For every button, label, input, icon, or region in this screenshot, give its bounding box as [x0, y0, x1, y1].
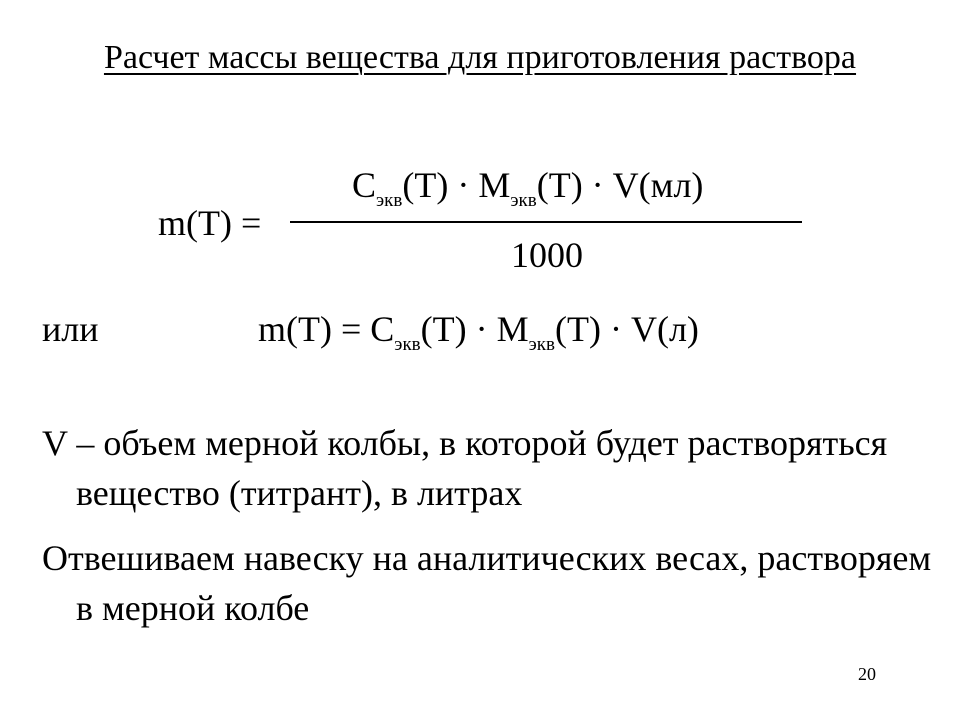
formula-numerator: [352, 162, 704, 211]
slide-title-text: Расчет массы вещества для приготовления раствора: [103, 39, 857, 76]
c-symbol: C: [352, 165, 377, 205]
m-subscript: экв: [510, 190, 537, 211]
alt-m-subscript: экв: [528, 334, 555, 355]
c-argument: (Т) ·: [402, 165, 479, 205]
m-argument: (Т) · V(мл): [536, 165, 704, 205]
paragraph-weighing: Отвешиваем навеску на аналитических весах, растворяем в мерной колбе: [42, 538, 932, 628]
c-subscript: экв: [376, 190, 403, 211]
alt-formula: [258, 306, 699, 355]
m-symbol: М: [478, 165, 511, 205]
slide-title: [0, 34, 960, 82]
alt-m-argument: (Т) · V(л): [555, 309, 699, 349]
alt-formula-lhs: m(T) =: [258, 309, 371, 349]
page-number: 20: [858, 664, 876, 684]
formula-lhs: m(T) =: [158, 203, 262, 243]
alt-label: или: [42, 309, 99, 349]
alt-c-symbol: C: [370, 309, 395, 349]
fraction-bar: [290, 221, 802, 223]
alt-c-argument: (Т) ·: [420, 309, 497, 349]
formula-denominator: 1000: [511, 235, 583, 275]
alt-c-subscript: экв: [394, 334, 421, 355]
alt-m-symbol: М: [496, 309, 529, 349]
paragraph-volume: V – объем мерной колбы, в которой будет растворяться вещество (титрант), в литрах: [42, 423, 888, 513]
